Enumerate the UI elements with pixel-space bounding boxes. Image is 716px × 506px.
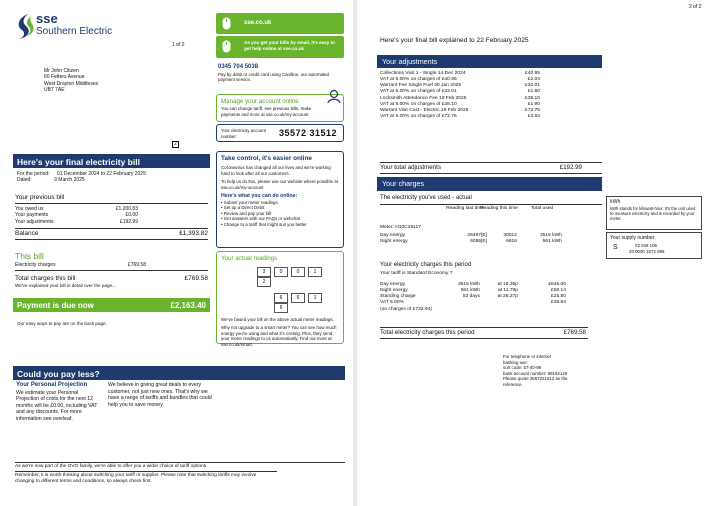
bank-line: For telephone or internet <box>503 354 552 359</box>
adjustment-row: VAT at 5.00% on charges of £38.10 £1.90 <box>380 101 540 107</box>
adjustment-row: VAT at 5.00% on charges of £72.76 £3.63 <box>380 113 540 119</box>
adjustments-list <box>380 71 540 120</box>
col-this-reading: Reading this time <box>480 206 518 211</box>
bank-line: banking use: <box>503 359 528 365</box>
previous-bill-title: Your previous bill <box>15 194 208 204</box>
phone-number[interactable]: 0345 704 5038 <box>218 64 259 70</box>
electricity-charges-row: Electricity charges £769.58 <box>15 262 208 271</box>
supply-line-2: 20 0000 1572 086 <box>629 249 665 254</box>
bill-period <box>17 171 207 184</box>
bank-details <box>503 354 601 387</box>
payment-due-amount: £2,163.40 <box>170 301 206 310</box>
supply-line-1: 02 049 106 <box>635 243 657 248</box>
actual-readings-box <box>216 251 344 347</box>
col-total-used: Total used <box>530 206 554 211</box>
period-total-row <box>380 327 588 339</box>
list-item: • Review and pay your bill <box>221 211 339 217</box>
email-promo-text: As you get your bills by email, it's easy to get help online at sse.co.uk <box>244 40 335 51</box>
previous-bill-row: You owed us £1,200.83 <box>15 206 138 213</box>
explained-overleaf: We've explained your bill in detail over the page... <box>15 283 116 288</box>
previous-bill-row: Your adjustments £192.99 <box>15 218 138 225</box>
account-number-label: Your electricity account number: <box>221 128 266 139</box>
dated-value: 9 March 2025 <box>54 177 85 184</box>
table-row: Night energy 561 kWh at 11.79p £66.14 <box>380 288 566 294</box>
tariff-name: Your tariff is Standard Economy 7 <box>380 271 453 276</box>
payment-due-label: Payment is due now <box>17 301 94 310</box>
projection-title: Your Personal Projection <box>16 382 88 388</box>
sse-logo <box>14 12 134 40</box>
phone-info <box>218 64 343 83</box>
ways-to-pay: Our easy ways to pay are on the back page. <box>17 321 107 326</box>
adjustments-heading: Your adjustments <box>377 55 602 68</box>
phone-description: Pay by debit or credit card using Cardline, our automated payment service. <box>218 71 330 82</box>
bank-line: bank account number: 99182129 <box>503 370 568 376</box>
kwh-info-box <box>606 196 702 230</box>
readings-table <box>380 233 562 245</box>
bill-marker: 2 <box>172 141 179 148</box>
great-deals-text: We believe in giving great deals to every customer, not just new ones. That's why we have a range of tariffs and bundles that could help you to save money. <box>108 382 212 408</box>
table-row: Standing charge 83 days at 26.27p £25.80 <box>380 294 566 300</box>
take-control-box <box>216 151 344 248</box>
charges-table <box>380 282 566 313</box>
adjustment-row: VAT at 5.00% on charges of £40.95 £2.04 <box>380 77 540 83</box>
reading-digit: 6 <box>274 293 288 303</box>
period-total-value: £769.58 <box>563 329 586 336</box>
this-bill-title: This bill <box>15 251 44 261</box>
adjustment-row: VAT at 5.00% on charges of £32.01 £1.60 <box>380 89 540 95</box>
take-control-text: Coronavirus has changed all our lives and we're working hard to look after all our customers. <box>221 165 331 176</box>
mouse-icon <box>222 17 231 30</box>
bank-line: sort code: 57-40-99 <box>503 365 542 370</box>
adjustment-row: Collections Visit 1 - Single 14 Dec 2024 £40.95 <box>380 71 540 76</box>
take-control-title: Take control, it's easier online <box>221 155 312 162</box>
bill-page-1 <box>0 0 353 506</box>
website-banner <box>216 13 344 34</box>
online-actions-list <box>221 200 339 228</box>
brand-sse: sse <box>36 11 58 26</box>
reading-digit: 1 <box>308 267 322 277</box>
kwh-title: kWh <box>610 199 621 205</box>
supply-number-box <box>606 232 702 259</box>
list-item: • Change to a tariff that might suit you better <box>221 222 339 228</box>
reading-digit: 0 <box>291 267 305 277</box>
adjustments-total-row <box>380 162 602 174</box>
mouse-icon <box>222 40 231 53</box>
address-line: 60 Fetters Avenue <box>44 74 85 81</box>
previous-bill-row: Your payments £0.00 <box>15 212 138 219</box>
user-icon <box>327 89 341 103</box>
supply-title: Your supply number <box>610 235 655 241</box>
personal-projection <box>16 382 98 422</box>
address-line: West Drayton Middlesex <box>44 80 99 87</box>
manage-text: You can change tariff, see previous bills, make payments and more at sse.co.uk/my-account <box>221 106 312 117</box>
page-number: 1 of 2 <box>172 42 185 48</box>
reading-digits-day <box>257 267 339 287</box>
table-row: Day energy 3515 kWh at 18.35p £645.00 <box>380 282 566 287</box>
this-bill <box>15 251 208 289</box>
help-online-text: To help us do this, please use our website where possible at sse.co.uk/my-account <box>221 179 338 190</box>
switch-text: Remember, it is worth thinking about switching your tariff or supplier. Please note that switching tariffs may involve changing to different terms and conditions, so always check first. <box>15 471 277 485</box>
customer-address <box>44 68 154 93</box>
list-item: • Get answers with our FAQs or webchat <box>221 216 339 222</box>
reading-digit: 2 <box>257 277 271 287</box>
bill-page-2 <box>357 0 716 506</box>
sse-swirl-icon <box>14 12 34 40</box>
reading-digit: 3 <box>257 267 271 277</box>
bill-explained-title: Here's your final bill explained to 22 February 2025 <box>380 37 529 44</box>
online-actions-title: Here's what you can do online: <box>221 193 298 199</box>
list-item: • Set up a Direct Debit <box>221 205 339 211</box>
account-number: 35572 31512 <box>279 128 338 138</box>
col-last-reading: Reading last time <box>446 206 484 211</box>
pay-less-heading: Could you pay less? <box>13 366 345 380</box>
manage-title: Manage your account online <box>221 98 299 105</box>
used-title: The electricity you've used - actual <box>380 195 602 205</box>
period-label: For the period: <box>17 171 50 177</box>
address-line: Mr John Citizen <box>44 68 79 74</box>
reading-digit: 6 <box>274 303 288 313</box>
table-row: Day energy 26497[E] 30012 3515 kWh <box>380 233 562 238</box>
dated-label: Dated: <box>17 177 32 184</box>
address-line: UB7 7AE <box>44 86 65 93</box>
reading-digit: 6 <box>291 293 305 303</box>
actual-readings-title: Your actual readings <box>221 255 278 262</box>
kwh-text: kWh stands for kilowatt-hour. It's the unit used to measure electricity and is recorded by your meter. <box>610 205 696 221</box>
brand-southern-electric: Southern Electric <box>36 26 113 37</box>
account-number-box <box>216 124 344 142</box>
smart-meter-text: Why not upgrade to a smart meter? You can see how much energy you're using and what it's costing. Plus, they send your meter readings to us automatically. Find out more at sse.co.uk/smart. <box>221 325 337 347</box>
supply-s: S <box>613 244 618 251</box>
page-number: 2 of 2 <box>689 4 702 10</box>
final-bill-heading: Here's your final electricity bill <box>13 154 210 168</box>
table-row: Night energy 6055[E] 6616 561 kWh <box>380 239 562 245</box>
email-banner <box>216 36 344 58</box>
adjustment-row: Warrant Visit Cost - Electric 19 Feb 2025 £72.76 <box>380 107 540 113</box>
projection-text: We estimate your Personal Projection of costs for the next 12 months will be £0.00, including VAT and any discounts. For more information see overleaf. <box>16 389 98 422</box>
adjustments-total-value: £192.99 <box>559 164 582 171</box>
meter-number: Meter: H10C29117 <box>380 225 421 230</box>
charges-heading: Your charges <box>377 177 602 191</box>
ovo-text: As we're now part of the OVO family, we're able to offer you a wider choice of tariff options. <box>15 462 345 470</box>
list-item: • Submit your meter readings <box>221 200 339 206</box>
reading-digit: 0 <box>274 267 288 277</box>
manage-account-box <box>216 94 344 122</box>
previous-bill <box>15 194 208 240</box>
period-charges-title: Your electricity charges this period <box>380 262 472 268</box>
total-charges-row: Total charges this bill £769.58 <box>15 274 208 282</box>
period-total-label: Total electricity charges this period <box>380 329 475 336</box>
period-value: 01 December 2024 to 22 February 2025 <box>56 171 146 177</box>
vat-row: VAT 5.00% £36.64 <box>380 300 566 306</box>
vat-sub: (on charges of £732.94) <box>380 306 432 312</box>
payment-due-banner <box>13 298 210 312</box>
adjustment-row: Locksmith Attendance Fee 19 Feb 2025 £38.10 <box>380 95 540 101</box>
bank-line: Please quote 3557231512 as the <box>503 376 568 381</box>
adjustment-row: Warrant Fee Single Fuel 30 Jan 2025 £32.01 <box>380 83 540 89</box>
website-link[interactable]: sse.co.uk <box>244 20 272 26</box>
reading-digit: 1 <box>308 293 322 303</box>
balance-row: Balance £1,393.82 <box>15 228 208 240</box>
readings-note: We've based your bill on the above actual meter readings. <box>221 316 334 322</box>
bank-line: reference. <box>503 381 523 387</box>
reading-digits-night <box>274 293 339 313</box>
adjustments-total-label: Your total adjustments <box>380 164 441 171</box>
